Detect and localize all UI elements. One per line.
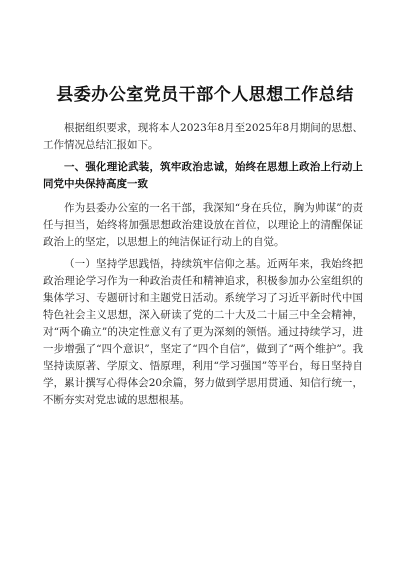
intro-paragraph: 根据组织要求，现将本人2023年8月至2025年8月期间的思想、工作情况总结汇报如下。 bbox=[43, 122, 363, 151]
document-body bbox=[43, 120, 363, 414]
section-heading: 一、强化理论武装，筑牢政治忠诚，始终在思想上政治上行动上同党中央保持高度一致 bbox=[43, 161, 363, 190]
subsection-paragraph: （一）坚持学思践悟，持续筑牢信仰之基。近两年来，我始终把政治理论学习作为一种政治责任和精神追求，积极参加办公室组织的集体学习、专题研讨和主题党日活动。系统学习了习近平新时代中国特色社会主义思想，深入研读了党的二十大及二十届三中全会精神，对“两个确立”的决定性意义有了更为深刻的领悟。通过持续学习，进一步增强了“四个意识”，坚定了“四个自信”，做到了“两个维护”。我坚持读原著、学原文、悟原理，利用“学习强国”等平台，每日坚持自学，累计撰写心得体会20余篇，努力做到学思用贯通、知信行统一，不断夯实对党忠诚的思想根基。 bbox=[43, 258, 363, 406]
document-title: 县委办公室党员干部个人思想工作总结 bbox=[56, 85, 354, 105]
section-intro-paragraph: 作为县委办公室的一名干部，我深知“身在兵位，胸为帅谋”的责任与担当，始终将加强思想政治建设放在首位，以理论上的清醒保证政治上的坚定，以思想上的纯洁保证行动上的自觉。 bbox=[43, 202, 363, 248]
